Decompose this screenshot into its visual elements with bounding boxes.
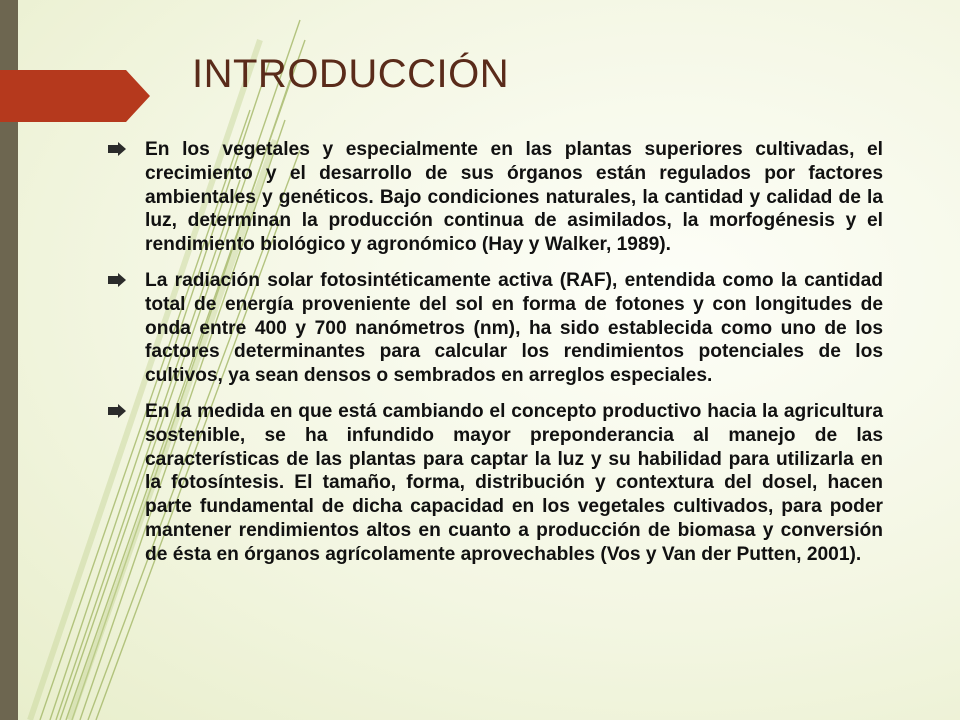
bullet-text: En la medida en que está cambiando el concepto productivo hacia la agricultura sostenible, se ha infundido mayor preponderancia al manejo de las características de las plantas para captar la luz y su habilidad para utilizarla en la fotosíntesis. El tamaño, forma, distribución y contextura del dosel, hacen parte fundamental de dicha capacidad en los vegetales cultivados, para poder mantener rendimientos altos en cuanto a producción de biomasa y conversión de ésta en órganos agrícolamente aprovechables (Vos y Van der Putten, 2001). <box>145 400 883 565</box>
slide-title: INTRODUCCIÓN <box>192 52 510 96</box>
arrow-bullet-icon <box>108 273 126 287</box>
bullet-item <box>108 138 883 257</box>
bullet-list <box>108 138 883 579</box>
title-accent-bar <box>0 70 150 122</box>
arrow-bullet-icon <box>108 142 126 156</box>
bullet-text: En los vegetales y especialmente en las plantas superiores cultivadas, el crecimiento y el desarrollo de sus órganos están regulados por factores ambientales y genéticos. Bajo condiciones naturales, la cantidad y calidad de la luz, determinan la producción continua de asimilados, la morfogénesis y el rendimiento biológico y agronómico (Hay y Walker, 1989). <box>145 139 883 256</box>
bullet-item <box>108 269 883 388</box>
bullet-text: La radiación solar fotosintéticamente activa (RAF), entendida como la cantidad total de energía proveniente del sol en forma de fotones y con longitudes de onda entre 400 y 700 nanómetros (nm), ha sido establecida como uno de los factores determinantes para calcular los rendimientos potenciales de los cultivos, ya sean densos o sembrados en arreglos especiales. <box>145 269 883 387</box>
arrow-bullet-icon <box>108 404 126 418</box>
bullet-item <box>108 400 883 567</box>
